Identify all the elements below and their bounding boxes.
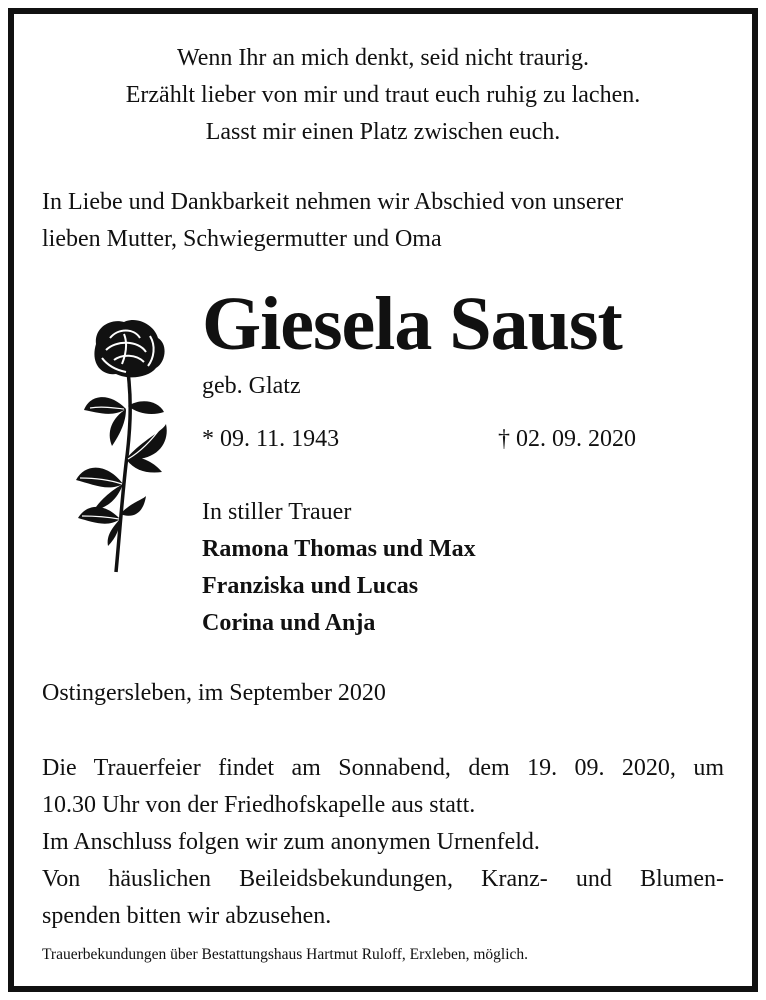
place-date: Ostingersleben, im September 2020 <box>42 680 386 706</box>
mourners-heading: In stiller Trauer <box>202 499 352 525</box>
poem-line: Lasst mir einen Platz zwischen euch. <box>205 119 561 145</box>
death-date: † 02. 09. 2020 <box>498 426 636 452</box>
deceased-name: Giesela Saust <box>202 282 622 366</box>
details-line: Die Trauerfeier findet am Sonnabend, dem 19. 09. 2020, um <box>42 755 724 781</box>
mourner-name: Ramona Thomas und Max <box>202 536 476 562</box>
poem-line: Erzählt lieber von mir und traut euch ruhig zu lachen. <box>125 82 641 108</box>
footer-note: Trauerbekundungen über Bestattungshaus Hartmut Ruloff, Erxleben, möglich. <box>42 946 529 963</box>
birth-date: * 09. 11. 1943 <box>202 426 340 452</box>
poem-line: Wenn Ihr an mich denkt, seid nicht traurig. <box>177 45 589 71</box>
poem <box>14 40 752 151</box>
obituary-frame <box>8 8 758 992</box>
details-line: 10.30 Uhr von der Friedhofskapelle aus statt. <box>42 792 476 818</box>
intro-text <box>42 184 742 258</box>
intro-line: In Liebe und Dankbarkeit nehmen wir Abschied von unserer <box>42 189 624 215</box>
mourner-name: Franziska und Lucas <box>202 573 419 599</box>
details-line: Von häuslichen Beileidsbekundungen, Kranz- und Blumen- <box>42 866 724 892</box>
maiden-name: geb. Glatz <box>202 373 301 399</box>
mourner-name: Corina und Anja <box>202 610 376 636</box>
funeral-details <box>42 750 724 935</box>
details-line: spenden bitten wir abzusehen. <box>42 903 332 929</box>
rose-icon <box>66 314 176 574</box>
intro-line: lieben Mutter, Schwiegermutter und Oma <box>42 226 442 252</box>
details-line: Im Anschluss folgen wir zum anonymen Urnenfeld. <box>42 829 540 855</box>
mourners-block <box>202 494 476 642</box>
